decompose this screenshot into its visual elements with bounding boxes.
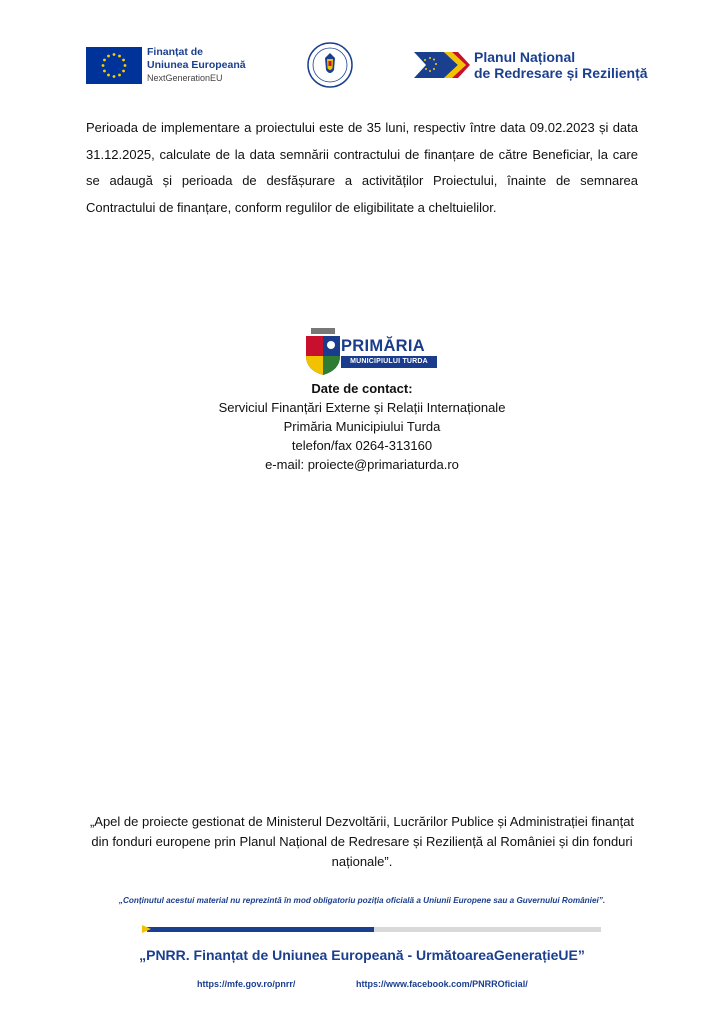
footer-progress-bar <box>147 927 601 932</box>
eu-star-icon <box>113 75 116 78</box>
eu-line-1: Finanțat de <box>147 46 204 58</box>
mfe-link[interactable]: https://mfe.gov.ro/pnrr/ <box>197 979 296 989</box>
pnrr-slogan: „PNRR. Finanțat de Uniunea Europeană - UrmătoareaGenerațieUE” <box>139 947 585 963</box>
arrow-icon <box>142 925 151 933</box>
eu-star-icon <box>107 55 110 58</box>
contact-block <box>162 379 562 474</box>
eu-star-icon <box>103 70 106 73</box>
facebook-link[interactable]: https://www.facebook.com/PNRROficial/ <box>356 979 528 989</box>
pnrr-label <box>474 50 648 81</box>
eu-star-icon <box>122 59 125 62</box>
eu-star-icon <box>107 74 110 77</box>
contact-email: e-mail: proiecte@primariaturda.ro <box>265 457 459 472</box>
eu-star-icon <box>113 53 116 56</box>
eu-flag-icon <box>86 47 142 84</box>
contact-institution: Primăria Municipiului Turda <box>283 419 441 434</box>
pnrr-line-1: Planul Național <box>474 49 576 65</box>
primaria-subtitle: MUNICIPIULUI TURDA <box>341 356 437 368</box>
contact-title: Date de contact: <box>311 381 413 396</box>
government-seal-icon <box>307 42 353 88</box>
call-statement: „Apel de proiecte gestionat de Ministerul Dezvoltării, Lucrărilor Publice și Administrației finanțat din fonduri europene prin Planul Național de Redresare și Reziliență al României și din fonduri naționale”. <box>89 814 635 869</box>
eu-funding-label <box>147 46 246 85</box>
turda-coat-of-arms-icon <box>303 328 343 376</box>
implementation-period-paragraph: Perioada de implementare a proiectului este de 35 luni, respectiv între data 09.02.2023 și data 31.12.2025, calculate de la data semnării contractului de finanțare de către Beneficiar, la care se adaugă și perioada de desfășurare a activităților Proiectului, înainte de semnarea Contractului de finanțare, conform regulilor de eligibilitate a cheltuielilor. <box>86 120 638 215</box>
contact-department: Serviciul Finanțări Externe și Relații Internaționale <box>218 400 506 415</box>
eu-star-icon <box>102 64 105 67</box>
eu-star-icon <box>118 55 121 58</box>
eu-line-3: NextGenerationEU <box>147 73 223 83</box>
eu-line-2: Uniunea Europeană <box>147 58 246 71</box>
eu-star-icon <box>118 74 121 77</box>
disclaimer-text: „Conținutul acestui material nu reprezintă în mod obligatoriu poziția oficială a Uniunii Europene sau a Guvernului României”. <box>118 896 606 905</box>
eu-star-icon <box>103 59 106 62</box>
contact-phone: telefon/fax 0264-313160 <box>291 438 433 453</box>
eu-star-icon <box>124 64 127 67</box>
pnrr-line-2: de Redresare și Reziliență <box>474 64 648 81</box>
eu-star-icon <box>122 70 125 73</box>
footer-progress-fill <box>147 927 374 932</box>
primaria-wordmark: PRIMĂRIA <box>341 337 425 355</box>
pnrr-logo-icon <box>414 50 470 80</box>
